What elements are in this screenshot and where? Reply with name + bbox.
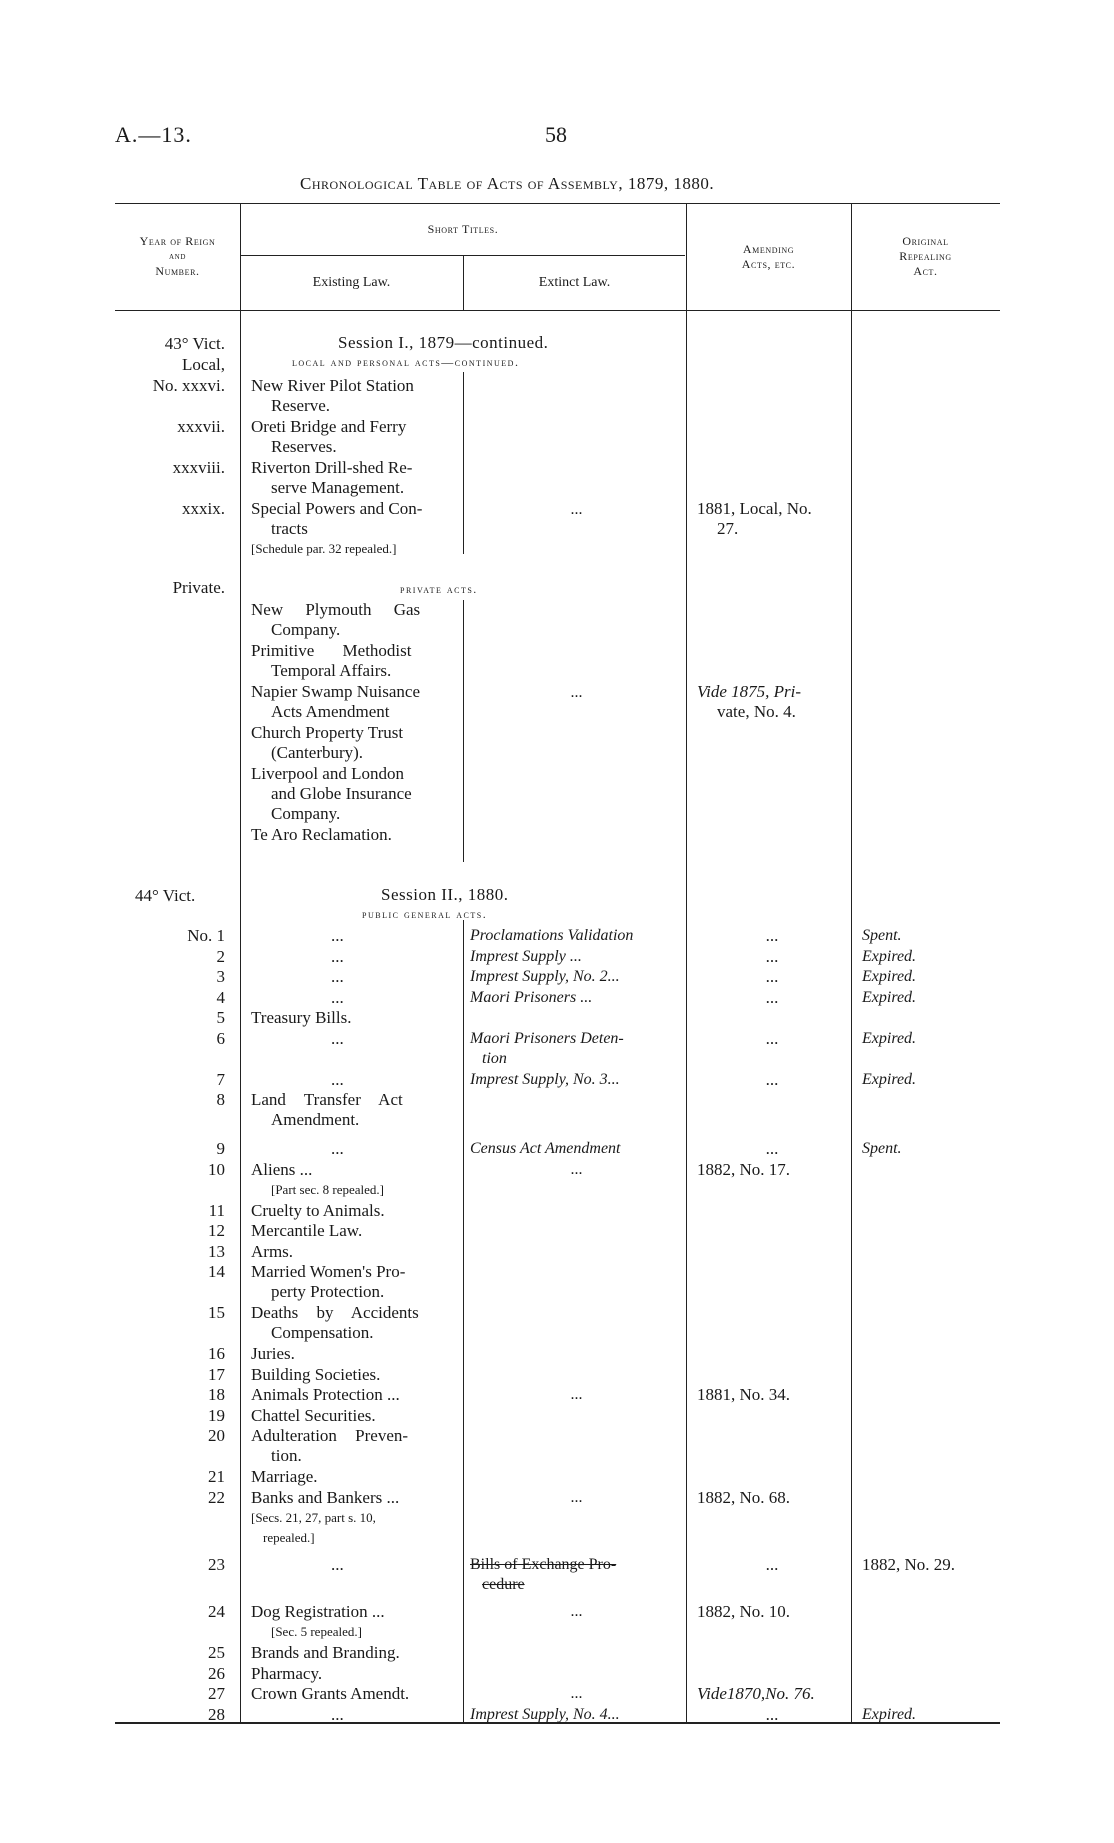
existing-law-cell: Napier Swamp Nuisance Acts Amendment (251, 682, 421, 721)
row-number: xxxviii. (172, 458, 225, 477)
row-number: 9 (216, 1139, 225, 1158)
existing-law-cell: ... (331, 946, 344, 966)
header-repealing: Original Repealing Act. (899, 234, 952, 278)
col-divider-2-s2 (463, 920, 464, 1722)
existing-law-cell: Pharmacy. (251, 1663, 323, 1683)
existing-law-cell: Aliens ... [Part sec. 8 repealed.] (251, 1159, 384, 1197)
existing-law-cell: ... (331, 1069, 344, 1089)
existing-law-cell: Mercantile Law. (251, 1221, 363, 1240)
row-number: 21 (208, 1467, 225, 1486)
row-number: 22 (208, 1487, 225, 1507)
existing-law-cell: Marriage. (251, 1467, 318, 1486)
amending-cell: ... (765, 946, 779, 966)
existing-law-cell: Oreti Bridge and Ferry Reserves. (251, 417, 407, 456)
header-bottom-rule (115, 310, 1000, 311)
existing-law-cell: Dog Registration ... [Sec. 5 repealed.] (251, 1602, 385, 1639)
session2-heading: public general acts. (362, 907, 488, 921)
repealing-cell: Expired. (862, 968, 917, 985)
extinct-law-cell: Imprest Supply, No. 4... (470, 1705, 620, 1723)
existing-law-cell: ... (331, 967, 344, 986)
existing-law-cell: Land Transfer Act Amendment. (251, 1090, 403, 1129)
table-top-rule (115, 203, 1000, 204)
row-number: 6 (216, 1028, 225, 1048)
amending-cell: 1882, No. 68. (697, 1487, 791, 1507)
col-divider-4 (851, 203, 852, 1722)
session2-reign: 44° Vict. (135, 886, 196, 905)
existing-law-cell: Treasury Bills. (251, 1008, 352, 1027)
row-number: 15 (208, 1303, 225, 1322)
existing-law-cell: ... (331, 926, 344, 945)
existing-law-cell: New Plymouth Gas Company. (251, 600, 421, 639)
extinct-law-cell: ... (570, 684, 583, 701)
row-number: 19 (208, 1405, 225, 1425)
col-divider-2-private (463, 600, 464, 862)
row-number: 26 (208, 1663, 225, 1683)
extinct-law-cell: Maori Prisoners Deten- tion (470, 1029, 624, 1067)
existing-law-cell: Banks and Bankers ... [Secs. 21, 27, part s. 10, repealed.] (251, 1487, 400, 1545)
row-number: No. xxxvi. (152, 376, 225, 395)
repealing-cell: Expired. (862, 988, 917, 1006)
header-amending: Amending Acts, etc. (741, 242, 796, 271)
page-number: 58 (545, 122, 567, 147)
existing-law-cell: Crown Grants Amendt. (251, 1684, 410, 1703)
repealing-cell: 1882, No. 29. (862, 1555, 956, 1574)
col-divider-3 (686, 203, 687, 1722)
existing-law-cell: Chattel Securities. (251, 1405, 376, 1425)
repealing-cell: Spent. (862, 1140, 902, 1157)
existing-law-cell: Church Property Trust (Canterbury). (251, 723, 404, 762)
existing-law-cell: Liverpool and London and Globe Insurance Company. (251, 764, 412, 823)
session1-local-heading: local and personal acts—continued. (292, 355, 520, 369)
amending-cell: 1882, No. 17. (697, 1159, 791, 1179)
amending-cell: 1882, No. 10. (697, 1602, 791, 1621)
row-number: 27 (208, 1684, 225, 1703)
page-title: Chronological Table of Acts of Assembly, 1879, 1880. (300, 174, 715, 193)
existing-law-cell: Brands and Branding. (251, 1643, 400, 1662)
existing-law-cell: Cruelty to Animals. (251, 1200, 385, 1220)
row-number: 28 (208, 1704, 225, 1724)
row-number: 24 (208, 1602, 225, 1621)
extinct-law-cell: Census Act Amendment (470, 1140, 621, 1157)
extinct-law-cell: ... (570, 1160, 583, 1178)
extinct-law-cell: ... (570, 501, 583, 518)
existing-law-cell: Married Women's Pro- perty Protection. (251, 1262, 406, 1301)
row-number: 11 (208, 1200, 225, 1220)
extinct-law-cell: ... (570, 1488, 583, 1506)
extinct-law-cell: Maori Prisoners ... (470, 988, 593, 1006)
amending-cell: ... (765, 1028, 779, 1048)
row-number: 23 (208, 1555, 225, 1574)
header-existing: Existing Law. (312, 275, 391, 290)
existing-law-cell: Animals Protection ... (251, 1385, 400, 1404)
existing-law-cell: Adulteration Preven- tion. (251, 1426, 409, 1465)
extinct-law-cell: Imprest Supply, No. 2... (470, 968, 620, 985)
existing-law-cell: Te Aro Reclamation. (251, 825, 392, 844)
session1-local-label: Local, (182, 355, 225, 374)
extinct-law-cell: ... (570, 1685, 583, 1702)
existing-law-cell: Arms. (251, 1241, 294, 1261)
amending-cell: Vide 1875, Pri- vate, No. 4. (697, 682, 802, 721)
existing-law-cell: Deaths by Accidents Compensation. (251, 1303, 419, 1342)
existing-law-cell: ... (331, 987, 344, 1007)
header-extinct: Extinct Law. (538, 275, 611, 290)
amending-cell: ... (765, 926, 779, 945)
repealing-cell: Expired. (862, 1029, 917, 1047)
row-number: xxxix. (182, 499, 225, 518)
amending-cell: ... (765, 967, 779, 986)
amending-cell: ... (765, 987, 779, 1007)
repealing-cell: Expired. (862, 1705, 917, 1723)
amending-cell: Vide1870,No. 76. (697, 1684, 815, 1703)
extinct-law-cell: Imprest Supply ... (470, 947, 582, 965)
existing-law-cell: Primitive Methodist Temporal Affairs. (251, 641, 412, 680)
row-number: 25 (208, 1643, 225, 1662)
row-number: 4 (216, 987, 225, 1007)
row-number: 18 (208, 1385, 225, 1404)
amending-cell: 1881, No. 34. (697, 1385, 791, 1404)
repealing-cell: Expired. (862, 947, 917, 965)
row-number: 12 (208, 1221, 225, 1240)
amending-cell: ... (765, 1069, 779, 1089)
extinct-law-cell: ... (570, 1386, 583, 1403)
session1-title: Session I., 1879—continued. (338, 333, 549, 352)
existing-law-cell: Special Powers and Con- tracts [Schedule par. 32 repealed.] (251, 499, 423, 556)
session1-reign: 43° Vict. (164, 334, 225, 353)
existing-law-cell: New River Pilot Station Reserve. (251, 376, 414, 415)
row-number: No. 1 (187, 926, 225, 945)
amending-cell: ... (765, 1139, 779, 1158)
header-year: Year of Reign and Number. (139, 234, 216, 278)
row-number: 3 (216, 967, 225, 986)
col-divider-1 (240, 203, 241, 1722)
page-id: A.—13. (115, 122, 192, 147)
existing-law-cell: Juries. (251, 1344, 295, 1363)
header-short-titles: Short Titles. (427, 222, 499, 236)
row-number: 16 (208, 1344, 225, 1363)
private-label: Private. (172, 578, 225, 597)
extinct-law-cell: Bills of Exchange Pro- cedure (470, 1556, 617, 1593)
existing-law-cell: ... (331, 1139, 344, 1158)
col-divider-2-s1 (463, 372, 464, 554)
amending-cell: ... (765, 1555, 779, 1574)
row-number: 13 (208, 1241, 225, 1261)
existing-law-cell: ... (331, 1704, 344, 1724)
row-number: xxxvii. (177, 417, 225, 436)
row-number: 5 (216, 1008, 225, 1027)
existing-law-cell: ... (331, 1028, 344, 1048)
private-heading: private acts. (400, 582, 478, 596)
row-number: 17 (208, 1364, 225, 1384)
row-number: 10 (208, 1159, 225, 1179)
row-number: 7 (216, 1069, 225, 1089)
row-number: 14 (208, 1262, 225, 1281)
extinct-law-cell: ... (570, 1603, 583, 1620)
row-number: 8 (216, 1090, 225, 1109)
extinct-law-cell: Proclamations Validation (470, 927, 634, 944)
existing-law-cell: ... (331, 1555, 344, 1574)
repealing-cell: Expired. (862, 1070, 917, 1088)
row-number: 2 (216, 946, 225, 966)
session2-title: Session II., 1880. (381, 885, 509, 904)
repealing-cell: Spent. (862, 927, 902, 944)
amending-cell: 1881, Local, No. 27. (697, 499, 812, 538)
extinct-law-cell: Imprest Supply, No. 3... (470, 1070, 620, 1088)
existing-law-cell: Riverton Drill-shed Re- serve Management. (251, 458, 413, 497)
existing-law-cell: Building Societies. (251, 1364, 381, 1384)
amending-cell: ... (765, 1704, 779, 1724)
row-number: 20 (208, 1426, 225, 1445)
